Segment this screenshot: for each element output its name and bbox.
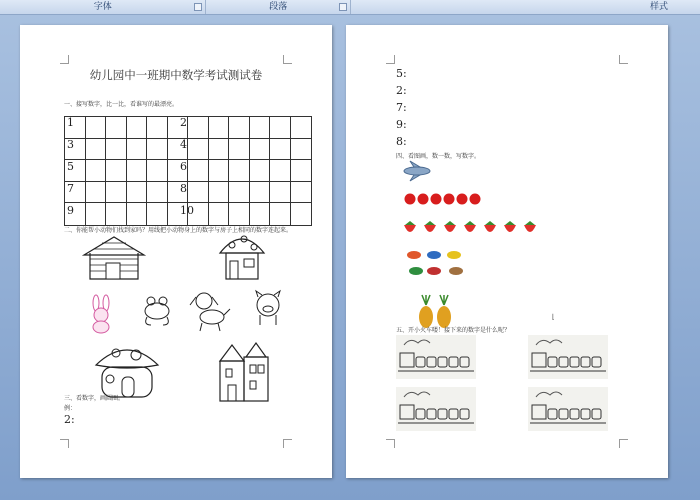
font-dialog-launcher-icon[interactable]	[194, 3, 202, 11]
grid-cell	[188, 182, 209, 204]
strawberry-leaf-icon	[525, 221, 535, 225]
ribbon-group-styles[interactable]	[351, 0, 700, 14]
grid-cell	[250, 160, 271, 182]
ribbon-group-paragraph-label: 段落	[269, 2, 288, 12]
grid-cell	[291, 117, 312, 139]
strawberry-icon	[444, 225, 456, 232]
strawberry-leaf-icon	[425, 221, 435, 225]
grid-cell	[188, 160, 209, 182]
grid-cell	[291, 182, 312, 204]
page-title: 幼儿园中一班期中数学考试测试卷	[89, 68, 263, 82]
example-label: 例：	[64, 405, 77, 412]
grid-cell	[291, 160, 312, 182]
grid-number: 6	[180, 160, 187, 173]
grid-cell	[270, 117, 291, 139]
grid-cell	[291, 203, 312, 225]
pig-drawing	[248, 289, 288, 329]
grid-number: 2	[180, 116, 187, 129]
frog-drawing	[139, 293, 177, 329]
grid-number: 5	[67, 160, 74, 173]
question-1: 一、接写数字，比一比，看谁写的最漂亮。	[64, 101, 179, 108]
answer-line-label: 9:	[396, 118, 407, 131]
ribbon-group-styles-label: 样式	[649, 2, 668, 12]
answer-line-label: 7:	[396, 101, 407, 114]
strawberries-row	[404, 221, 544, 237]
strawberry-icon	[404, 225, 416, 232]
grid-cell	[209, 139, 230, 161]
ribbon-group-font-label: 字体	[93, 2, 112, 12]
grid-number: 10	[180, 204, 194, 217]
document-page-2[interactable]	[346, 25, 668, 478]
grid-cell	[86, 139, 107, 161]
grid-cell	[127, 160, 148, 182]
train-image	[528, 387, 608, 431]
grid-number: 1	[67, 116, 74, 129]
grid-cell	[291, 139, 312, 161]
grid-cell	[209, 117, 230, 139]
strawberry-leaf-icon	[465, 221, 475, 225]
crop-mark	[60, 55, 69, 64]
crop-mark	[60, 439, 69, 448]
birds-drawing	[406, 247, 472, 281]
grid-cell	[106, 160, 127, 182]
rabbit-drawing	[84, 295, 120, 335]
apple-icon	[418, 194, 429, 205]
apple-icon	[457, 194, 468, 205]
grid-cell	[188, 139, 209, 161]
grid-cell	[270, 203, 291, 225]
cabin-drawing	[80, 233, 148, 281]
grid-cell	[127, 139, 148, 161]
answer-line-label: 5:	[396, 67, 407, 80]
crop-mark	[386, 55, 395, 64]
strawberry-icon	[464, 225, 476, 232]
question-4: 四、看图画，数一数，写数字。	[396, 153, 481, 160]
airplane-drawing	[402, 161, 432, 181]
ribbon-group-paragraph[interactable]	[206, 0, 351, 14]
grid-cell	[147, 139, 168, 161]
grid-cell	[250, 117, 271, 139]
question-5: 五、开小火车喽！接下来的数字是什么呢？	[396, 327, 511, 334]
strawberry-leaf-icon	[485, 221, 495, 225]
apple-icon	[444, 194, 455, 205]
grid-cell	[127, 117, 148, 139]
grid-cell	[229, 182, 250, 204]
grid-number: 4	[180, 138, 187, 151]
grid-cell	[229, 117, 250, 139]
strawberry-icon	[524, 225, 536, 232]
crop-mark	[619, 439, 628, 448]
strawberry-leaf-icon	[405, 221, 415, 225]
grid-cell	[127, 182, 148, 204]
grid-cell	[106, 203, 127, 225]
strawberry-icon	[484, 225, 496, 232]
grid-cell	[250, 139, 271, 161]
apples-row	[404, 191, 484, 207]
grid-cell	[106, 117, 127, 139]
question-2: 二、你能帮小动物们找到家吗？用线把小动物身上的数字与房子上相同的数字连起来。	[64, 227, 293, 234]
grid-cell	[106, 182, 127, 204]
grid-cell	[86, 182, 107, 204]
grid-cell	[209, 160, 230, 182]
crop-mark	[386, 439, 395, 448]
grid-cell	[209, 203, 230, 225]
grid-cell	[250, 182, 271, 204]
grid-cell	[209, 182, 230, 204]
strawberry-leaf-icon	[505, 221, 515, 225]
grid-cell	[250, 203, 271, 225]
grid-cell	[229, 139, 250, 161]
grid-cell	[86, 203, 107, 225]
document-page-1[interactable]	[20, 25, 332, 478]
grid-cell	[147, 203, 168, 225]
crop-mark	[619, 55, 628, 64]
train-image	[396, 335, 476, 379]
train-image	[396, 387, 476, 431]
grid-cell	[147, 182, 168, 204]
apple-icon	[470, 194, 481, 205]
grid-cell	[147, 117, 168, 139]
dog-drawing	[188, 289, 232, 333]
apple-icon	[431, 194, 442, 205]
ribbon-bar	[0, 0, 700, 15]
grid-cell	[270, 139, 291, 161]
grid-cell	[188, 117, 209, 139]
strawberry-icon	[424, 225, 436, 232]
train-image	[528, 335, 608, 379]
crop-mark	[283, 439, 292, 448]
mushroom-house-drawing	[218, 231, 266, 281]
grid-cell	[229, 203, 250, 225]
text-cursor: ⌊	[552, 313, 555, 321]
answer-line-label: 8:	[396, 135, 407, 148]
grid-cell	[106, 139, 127, 161]
castle-house-drawing	[216, 341, 274, 403]
grid-cell	[147, 160, 168, 182]
grid-cell	[86, 117, 107, 139]
grid-number: 8	[180, 182, 187, 195]
crop-mark	[283, 55, 292, 64]
grid-number: 9	[67, 204, 74, 217]
grid-cell	[270, 160, 291, 182]
answer-line-label: 2:	[396, 84, 407, 97]
apple-icon	[405, 194, 416, 205]
paragraph-dialog-launcher-icon[interactable]	[339, 3, 347, 11]
grid-cell	[86, 160, 107, 182]
grid-number: 3	[67, 138, 74, 151]
answer-line-label: 2:	[64, 413, 75, 426]
ribbon-group-font[interactable]	[0, 0, 206, 14]
grid-cell	[127, 203, 148, 225]
question-3: 三、看数字，画圆圈。	[64, 395, 125, 402]
strawberry-icon	[504, 225, 516, 232]
pineapples-drawing	[416, 295, 456, 329]
grid-number: 7	[67, 182, 74, 195]
grid-cell	[229, 160, 250, 182]
strawberry-leaf-icon	[445, 221, 455, 225]
grid-cell	[270, 182, 291, 204]
